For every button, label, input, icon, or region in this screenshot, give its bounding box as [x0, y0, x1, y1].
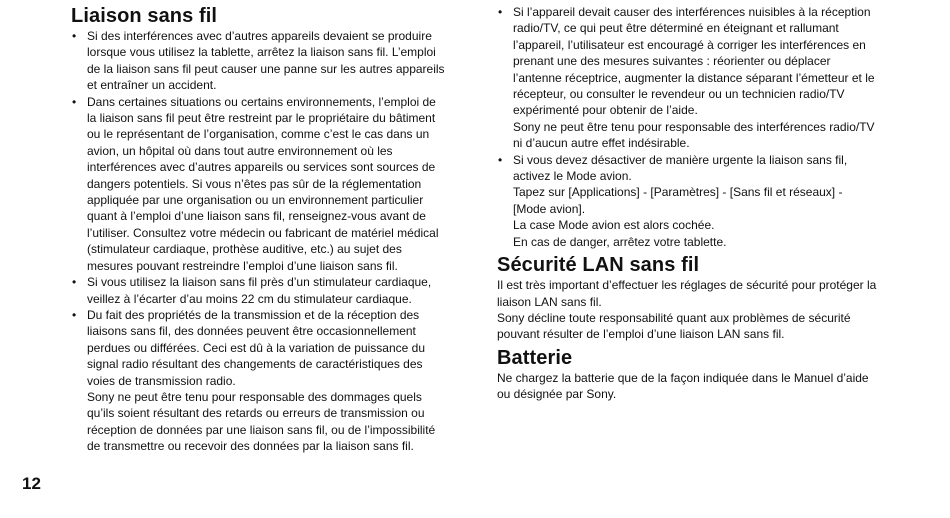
bullet-item [497, 152, 877, 250]
left-column [71, 4, 447, 455]
bullet-paragraph: Tapez sur [Applications] - [Paramètres] - [Sans fil et réseaux] - [Mode avion]. [513, 185, 843, 216]
bullet-paragraph: Sony ne peut être tenu pour responsable des interférences radio/TV ni d’aucun autre effet indésirable. [513, 119, 875, 151]
bullet-paragraph: • Si des interférences avec d’autres appareils devaient se produire lorsque vous utilisez la tablette, arrêtez la liaison sans fil. L’emploi de la liaison sans fil peut causer une panne sur les autres appareils et entraîner un accident. [87, 29, 445, 93]
bullet-item [71, 307, 447, 455]
bullet-paragraph: Sony ne peut être tenu pour responsable des dommages quels qu’ils soient résultant des retards ou erreurs de transmission ou réception de données par une liaison sans fil, ou de l’impossibilité de transmettre ou recevoir des données par la liaison sans fil. [87, 389, 436, 454]
bullet-paragraph: • Si vous utilisez la liaison sans fil près d’un stimulateur cardiaque, veillez à l’écarter d’au moins 22 cm du stimulateur cardiaque. [87, 275, 432, 306]
bullet-paragraph: En cas de danger, arrêtez votre tablette. [513, 234, 727, 249]
lan-paragraph: Il est très important d’effectuer les réglages de sécurité pour protéger la liaison LAN sans fil. [497, 278, 877, 309]
bullet-paragraph: La case Mode avion est alors cochée. [513, 218, 715, 233]
bullet-item [497, 4, 877, 152]
section-heading-battery: Batterie [497, 346, 573, 369]
page-number: 12 [22, 474, 41, 493]
bullet-item [71, 94, 447, 274]
wireless-bullet-list [71, 28, 447, 455]
bullet-paragraph: • Si l’appareil devait causer des interférences nuisibles à la réception radio/TV, ce qui peut être déterminé en éteignant et rallumant l’appareil, l’utilisateur est encouragé à corriger les interférences en prenant une des mesures suivantes : réorienter ou déplacer l’antenne réceptrice, augmenter la distance séparant l’émetteur et le récepteur, ou consulter le revendeur ou un technicien radio/TV expérimenté pour obtenir de l’aide. [513, 5, 875, 118]
bullet-paragraph: • Du fait des propriétés de la transmission et de la réception des liaisons sans fil, des données peuvent être occasionnellement perdues ou différées. Ceci est dû à la variation de puissance du signal radio résultant des changements de caractéristiques des voies de transmission radio. [87, 307, 425, 388]
battery-paragraph: Ne chargez la batterie que de la façon indiquée dans le Manuel d’aide ou désignée par Sony. [497, 370, 869, 402]
interference-bullet-list [497, 4, 877, 250]
bullet-item [71, 274, 447, 307]
section-heading-lan-security: Sécurité LAN sans fil [497, 254, 700, 277]
bullet-paragraph: • Dans certaines situations ou certains environnements, l’emploi de la liaison sans fil peut être restreint par le propriétaire du bâtiment ou le représentant de l’organisation, comme c’est le cas dans un avion, un hôpital où dans tout autre environnement où les interférences avec d’autres appareils ou services sont sources de dangers potentiels. Si vous n’êtes pas sûr de la réglementation appliquée par une organisation ou un environnement particulier quant à l’emploi d’une liaison sans fil, renseignez-vous avant de l’utiliser. Consultez votre médecin ou fabricant de matériel médical (stimulateur cardiaque, prothèse auditive, etc.) au sujet des mesures pouvant restreindre l’emploi d’une liaison sans fil. [87, 94, 439, 273]
section-heading-wireless: Liaison sans fil [71, 5, 218, 27]
lan-paragraph: Sony décline toute responsabilité quant aux problèmes de sécurité pouvant résulter de l’emploi d’une liaison LAN sans fil. [497, 310, 851, 342]
bullet-item [71, 28, 447, 94]
right-column [497, 4, 877, 403]
bullet-paragraph: • Si vous devez désactiver de manière urgente la liaison sans fil, activez le Mode avion. [513, 152, 848, 184]
